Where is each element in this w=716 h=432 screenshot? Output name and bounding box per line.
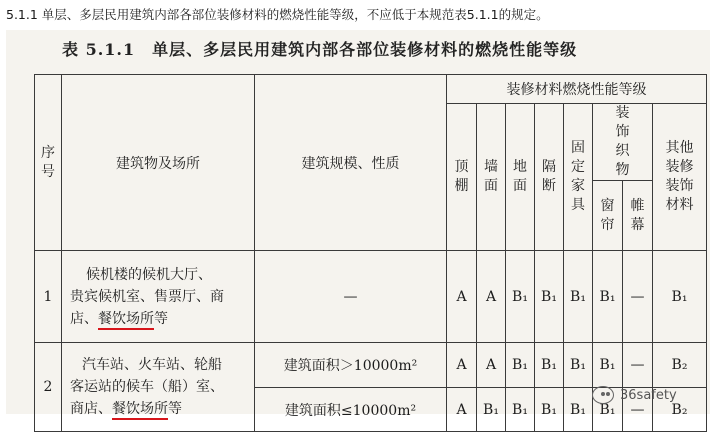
rating-ceiling: A xyxy=(447,343,477,388)
highlight-underline: 餐饮场所 xyxy=(112,401,168,420)
header-curtain: 窗 帘 xyxy=(593,181,623,251)
header-scale: 建筑规模、性质 xyxy=(255,75,447,251)
rating-curtain: B₁ xyxy=(593,251,623,343)
fire-rating-table xyxy=(34,74,707,432)
header-place: 建筑物及场所 xyxy=(62,75,255,251)
header-floor: 地 面 xyxy=(506,104,535,251)
intro-paragraph: 5.1.1 单层、多层民用建筑内部各部位装修材料的燃烧性能等级，不应低于本规范表5.1.1的规定。 xyxy=(6,7,549,22)
header-ceiling: 顶 棚 xyxy=(447,104,477,251)
rating-wall: A xyxy=(477,251,506,343)
scale-cell: 建筑面积＞10000m² xyxy=(255,343,447,388)
rating-other: B₁ xyxy=(653,251,707,343)
rating-other: B₂ xyxy=(653,343,707,388)
place-cell: 汽车站、火车站、轮船 客运站的候车（船）室、 商店、餐饮场所等 xyxy=(62,343,255,432)
rating-curtain: B₁ xyxy=(593,388,623,432)
rating-wall: B₁ xyxy=(477,388,506,432)
rating-curtain: B₁ xyxy=(593,343,623,388)
rating-floor: B₁ xyxy=(506,343,535,388)
row-number: 2 xyxy=(35,343,62,432)
header-other: 其他 装修 装饰 材料 xyxy=(653,104,707,251)
rating-partition: B₁ xyxy=(535,388,564,432)
rating-furniture: B₁ xyxy=(564,343,593,388)
rating-drape: — xyxy=(623,343,653,388)
rating-ceiling: A xyxy=(447,251,477,343)
rating-partition: B₁ xyxy=(535,343,564,388)
table-title: 表 5.1.1 单层、多层民用建筑内部各部位装修材料的燃烧性能等级 xyxy=(62,40,578,59)
rating-other: B₂ xyxy=(653,388,707,432)
header-textile: 装 饰 织 物 xyxy=(593,104,653,181)
rating-furniture: B₁ xyxy=(564,388,593,432)
rating-floor: B₁ xyxy=(506,388,535,432)
rating-wall: A xyxy=(477,343,506,388)
header-wall: 墙 面 xyxy=(477,104,506,251)
watermark-text: 36safety xyxy=(620,387,677,403)
table-row xyxy=(35,343,707,388)
row-number: 1 xyxy=(35,251,62,343)
wechat-icon xyxy=(592,386,614,404)
rating-floor: B₁ xyxy=(506,251,535,343)
header-furniture: 固 定 家 具 xyxy=(564,104,593,251)
rating-drape: — xyxy=(623,251,653,343)
scale-cell: 建筑面积≤10000m² xyxy=(255,388,447,432)
watermark xyxy=(592,383,704,407)
place-cell: 候机楼的候机大厅、 贵宾候机室、售票厅、商 店、餐饮场所等 xyxy=(62,251,255,343)
header-seq: 序 号 xyxy=(35,75,62,251)
header-material-group: 装修材料燃烧性能等级 xyxy=(447,75,707,104)
header-drape: 帷 幕 xyxy=(623,181,653,251)
rating-partition: B₁ xyxy=(535,251,564,343)
rating-drape: — xyxy=(623,388,653,432)
highlight-underline: 餐饮场所 xyxy=(98,311,154,330)
rating-furniture: B₁ xyxy=(564,251,593,343)
scale-cell: — xyxy=(255,251,447,343)
rating-ceiling: A xyxy=(447,388,477,432)
header-partition: 隔 断 xyxy=(535,104,564,251)
table-row xyxy=(35,251,707,343)
